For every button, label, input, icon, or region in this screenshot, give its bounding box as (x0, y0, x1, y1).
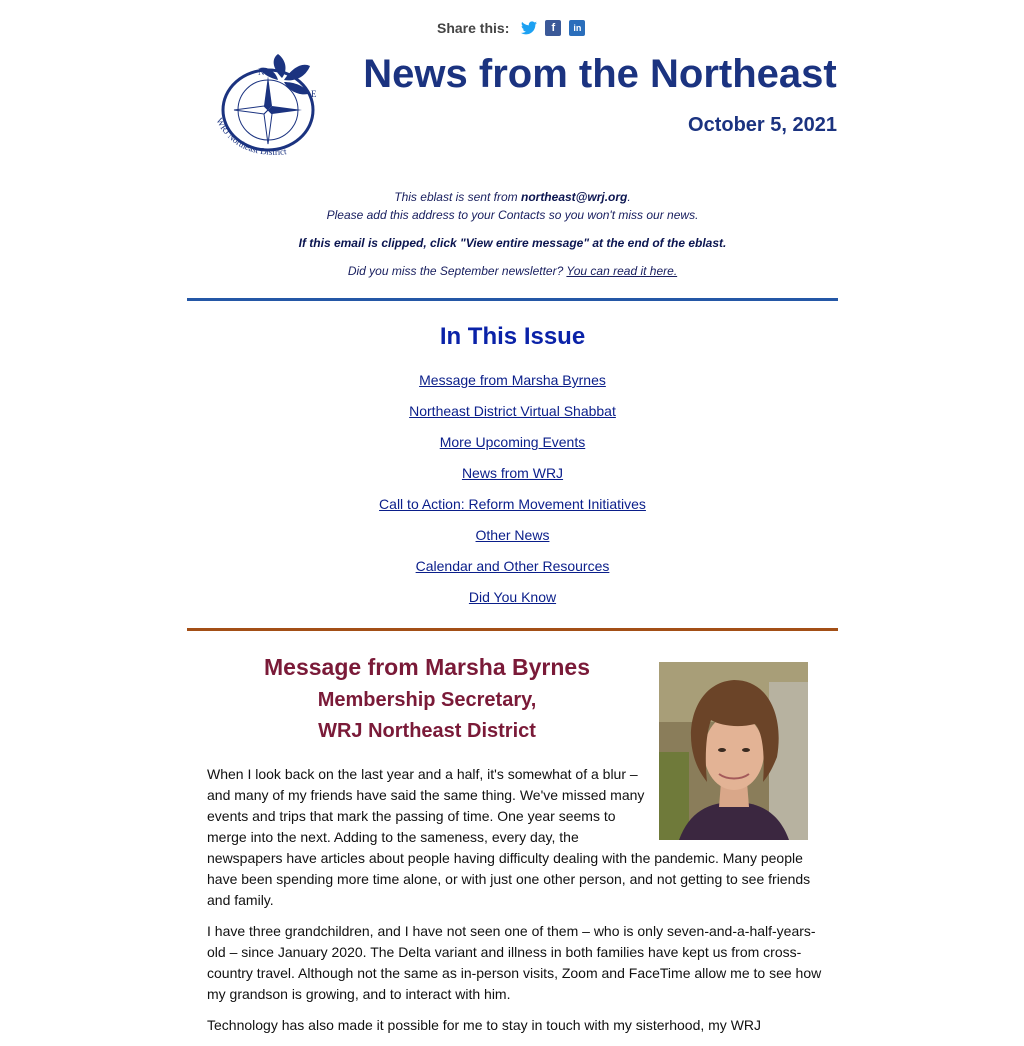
newsletter-title: News from the Northeast (363, 52, 837, 96)
message-paragraph: When I look back on the last year and a half, it's somewhat of a blur – and many of my friends have said the same thing. We've missed many events and trips that mark the passing of time. One year seems to merge into the next. Adding to the sameness, every day, the newspapers have articles about people having difficulty dealing with the pandemic. Many people have been spending more time alone, or with just one other person, and not getting to see friends and family. (207, 766, 811, 908)
message-body (207, 764, 822, 1046)
facebook-icon[interactable]: f (545, 20, 561, 36)
toc-item (187, 527, 838, 558)
sender-email: northeast@wrj.org (520, 190, 628, 204)
contacts-line: Please add this address to your Contacts so you won't miss our news. (326, 208, 699, 222)
in-this-issue-heading: In This Issue (439, 323, 586, 350)
toc-link-other-news[interactable]: Other News (475, 527, 550, 543)
wrj-logo (210, 50, 330, 165)
read-newsletter-link[interactable]: You can read it here. (566, 264, 678, 278)
twitter-icon[interactable] (521, 20, 537, 36)
message-subtitle-org: WRJ Northeast District (318, 720, 536, 742)
share-bar (437, 20, 593, 36)
toc-item (187, 372, 838, 403)
share-label: Share this: (437, 20, 510, 36)
toc-link-did-you-know[interactable]: Did You Know (468, 589, 557, 605)
clipped-line: If this email is clipped, click "View entire message" at the end of the eblast. (298, 236, 727, 250)
divider-blue (187, 298, 838, 301)
toc-item (187, 465, 838, 496)
toc-link-message[interactable]: Message from Marsha Byrnes (419, 372, 606, 388)
toc-item (187, 496, 838, 527)
toc-item (187, 403, 838, 434)
toc-link-virtual-shabbat[interactable]: Northeast District Virtual Shabbat (409, 403, 616, 419)
divider-brown (187, 628, 838, 631)
linkedin-icon[interactable]: in (569, 20, 585, 36)
sender-line: This eblast is sent from northeast@wrj.org. (394, 190, 631, 204)
svg-text:WRJ Northeast District: WRJ Northeast District (214, 116, 288, 157)
message-subtitle-role: Membership Secretary, (317, 689, 537, 711)
toc-link-calendar[interactable]: Calendar and Other Resources (415, 558, 610, 574)
toc-link-upcoming-events[interactable]: More Upcoming Events (439, 434, 586, 450)
message-heading: Message from Marsha Byrnes (264, 654, 590, 680)
toc-link-news-wrj[interactable]: News from WRJ (461, 465, 564, 481)
message-paragraph: I have three grandchildren, and I have not seen one of them – who is only seven-and-a-half-years-old – since January 2020. The Delta variant and illness in both families have kept us from cross-country travel. Although not the same as in-person visits, Zoom and FaceTime allow me to see how my grandson is growing, and to interact with him. (207, 923, 822, 1002)
missed-line: Did you miss the September newsletter? You can read it here. (347, 264, 678, 278)
message-paragraph: Technology has also made it possible for me to stay in touch with my sisterhood, my WRJ (207, 1017, 762, 1033)
toc-link-call-to-action[interactable]: Call to Action: Reform Movement Initiatives (379, 496, 646, 512)
table-of-contents (187, 372, 838, 620)
issue-date: October 5, 2021 (688, 114, 837, 136)
svg-text:N: N (258, 67, 265, 77)
toc-item (187, 589, 838, 620)
toc-item (187, 558, 838, 589)
eblast-notice (187, 188, 838, 280)
svg-text:E: E (311, 89, 317, 99)
toc-item (187, 434, 838, 465)
